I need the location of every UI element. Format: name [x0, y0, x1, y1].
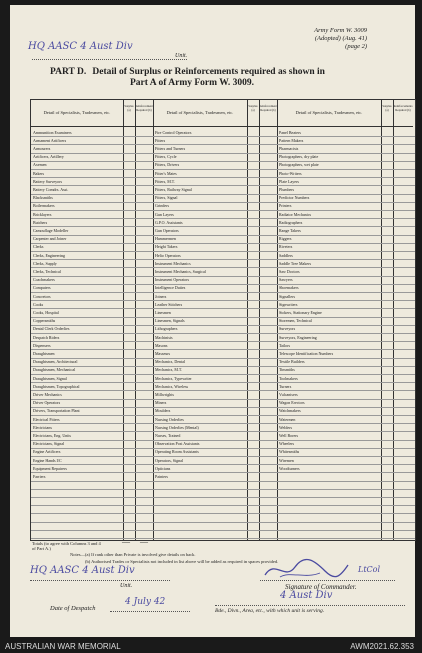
table-row: Signallers — [279, 293, 295, 299]
table-row: Equipment Repairers — [33, 465, 67, 471]
table-row: Fitters — [155, 137, 166, 143]
date-line — [110, 611, 190, 612]
table-row: Signwriters — [279, 301, 298, 307]
row-rule — [31, 423, 415, 424]
table-row: Riggers — [279, 236, 292, 242]
table-row: Gun Operators — [155, 227, 179, 233]
caption-left: AUSTRALIAN WAR MEMORIAL — [5, 642, 121, 651]
row-rule — [31, 276, 415, 277]
surplus-header: Surplus (a) — [123, 100, 135, 127]
table-row: Fitters, Drivers — [155, 162, 180, 168]
caption-right: AWM2021.62.353 — [350, 642, 414, 651]
table-row: Telescope Identification Numbers — [279, 350, 334, 356]
totals-label: Totals (to agree with Columns 3 and 4 of Part A.) — [32, 541, 101, 551]
table-row: Draughtsmen, Mechanical — [33, 367, 76, 373]
table-row: Wiremen — [279, 457, 294, 463]
row-rule — [31, 472, 415, 473]
table-row: Cooks, Hospital — [33, 309, 59, 315]
row-rule — [31, 177, 415, 178]
row-rule — [31, 144, 415, 145]
row-rule — [31, 464, 415, 465]
note-b: (b) Authorised Trades or Specialists not included in list above will be added as required in spaces provided. — [85, 559, 279, 564]
table-row: Instrument Operators — [155, 277, 190, 283]
table-row: Clerks, Supply — [33, 260, 57, 266]
row-rule — [31, 235, 415, 236]
table-row: Hammermen — [155, 236, 176, 242]
row-rule — [31, 481, 415, 482]
bde-label: Bde., Divn., Area, etc., with which unit is serving. — [215, 608, 325, 614]
row-rule — [31, 522, 415, 523]
title-line-1: Detail of Surplus or Reinforcements required as shown in — [92, 67, 325, 77]
table-row: Axemen — [33, 162, 47, 168]
table-row: Camouflage Modeller — [33, 227, 69, 233]
table-row: Instrument Mechanics — [155, 260, 191, 266]
table-row: Saddlers — [279, 252, 293, 258]
table-row: Armourers — [33, 145, 51, 151]
row-rule — [31, 259, 415, 260]
row-rule — [31, 243, 415, 244]
table-row: Textile Builders — [279, 359, 305, 365]
table-row: Tailors — [279, 342, 291, 348]
date-handwritten: 4 July 42 — [125, 597, 166, 607]
table-row: Machinists — [155, 334, 173, 340]
table-row: Draughtsmen — [33, 350, 55, 356]
table-row: Height Takers — [155, 244, 178, 250]
signature-label: Signature of Commander. — [285, 583, 357, 591]
table-row: Mechanics, Wireless — [155, 383, 189, 389]
table-row: Bricklayers — [33, 211, 52, 217]
title-line-2: Part A of Army Form W. 3009. — [130, 78, 255, 88]
row-rule — [31, 341, 415, 342]
table-row: Fitters, Cycle — [155, 154, 177, 160]
table-row: Leather Stitchers — [155, 301, 183, 307]
page-title — [50, 67, 390, 89]
table-row: Linesmen — [155, 309, 171, 315]
table-row: Bakers — [33, 170, 45, 176]
table-row: Helio Operators — [155, 252, 181, 258]
table-row: Watchmakers — [279, 408, 301, 414]
table-row: Painters — [155, 473, 168, 479]
table-row: Printers — [279, 203, 292, 209]
row-rule — [31, 153, 415, 154]
table-row: Driver Operators — [33, 400, 61, 406]
table-row: Turners — [279, 383, 292, 389]
table-row: Fitters, Signal — [155, 195, 178, 201]
table-row: Clerks, Engineering — [33, 252, 65, 258]
row-rule — [31, 202, 415, 203]
table-row: Nursing Orderlies (Mental) — [155, 424, 199, 430]
row-rule — [31, 226, 415, 227]
table-row: Electricians, Eng. Units — [33, 432, 71, 438]
table-row: Farriers — [33, 473, 46, 479]
table-row: Artificers, Artillery — [33, 154, 64, 160]
table-row: Boilermakers — [33, 203, 55, 209]
table-row: Watermen — [279, 416, 296, 422]
row-rule — [31, 431, 415, 432]
table-row: Well Borers — [279, 432, 299, 438]
table-row: Clerks, Technical — [33, 268, 61, 274]
table-row: Despatch Riders — [33, 334, 60, 340]
form-reference — [314, 27, 367, 51]
signature-line — [260, 580, 395, 581]
table-row: Drivers, Transportation Plant — [33, 408, 80, 414]
form-ref-line: (page 2) — [345, 43, 367, 50]
table-row: Saw Doctors — [279, 268, 300, 274]
form-sheet — [10, 5, 415, 637]
row-rule — [31, 513, 415, 514]
table-row: Wagon Erectors — [279, 400, 305, 406]
table-row: Whitesmiths — [279, 449, 300, 455]
table-row: Surveyors, Engineering — [279, 334, 317, 340]
table-row: Nursing Orderlies — [155, 416, 184, 422]
table-row: Range Takers — [279, 227, 301, 233]
row-rule — [31, 136, 415, 137]
row-rule — [31, 489, 415, 490]
table-row: Carpenter and Joiner — [33, 236, 67, 242]
table-row: Surveyors — [279, 326, 296, 332]
table-row: Engine Artificers — [33, 449, 61, 455]
row-rule — [31, 538, 415, 539]
table-row: Photographers, wet plate — [279, 162, 319, 168]
col-header: Detail of Specialists, Tradesmen, etc. — [153, 100, 247, 127]
note-a: Notes—(a) If rank other than Private is involved give details on back. — [70, 552, 196, 557]
row-rule — [31, 358, 415, 359]
row-rule — [31, 448, 415, 449]
part-label: PART D. — [50, 67, 87, 77]
table-row: Stokers, Stationary Engine — [279, 309, 322, 315]
specialists-table — [30, 99, 416, 541]
table-row: Clerks — [33, 244, 44, 250]
table-row: Electricians — [33, 424, 52, 430]
row-rule — [31, 456, 415, 457]
date-label: Date of Despatch — [50, 605, 96, 612]
bde-line — [215, 605, 405, 606]
table-row: Pharmacists — [279, 145, 299, 151]
table-row: Grinders — [155, 203, 169, 209]
totals-surplus: — — [122, 537, 130, 546]
row-rule — [31, 530, 415, 531]
table-row: Tinsmiths — [279, 367, 295, 373]
table-row: Electricians, Signal — [33, 441, 65, 447]
table-row: Predictor Numbers — [279, 195, 310, 201]
reinf-header: Reinforcements Required (b) — [135, 100, 153, 127]
table-row: Lithographers — [155, 326, 178, 332]
table-row: Radiator Mechanics — [279, 211, 312, 217]
row-rule — [31, 382, 415, 383]
col-header: Detail of Specialists, Tradesmen, etc. — [277, 100, 381, 127]
table-row: Mechanics, M.T. — [155, 367, 183, 373]
table-row: Moulders — [155, 408, 171, 414]
table-row: Gun Layers — [155, 211, 174, 217]
table-row: Ammunition Examiners — [33, 129, 72, 135]
table-row: Riveters — [279, 244, 293, 250]
row-rule — [31, 185, 415, 186]
form-ref-line: Army Form W. 3009 — [314, 27, 367, 34]
table-row: Millwrights — [155, 391, 174, 397]
unit-line — [32, 45, 187, 60]
table-row: Wheelers — [279, 441, 295, 447]
table-row: Instrument Mechanics, Surgical — [155, 268, 206, 274]
table-row: Photo-Writers — [279, 170, 302, 176]
table-row: Blacksmiths — [33, 195, 53, 201]
table-row: Fire Control Operators — [155, 129, 192, 135]
form-ref-line: (Adopted) (Aug. 41) — [314, 35, 367, 42]
table-row: Masseurs — [155, 350, 171, 356]
surplus-header: Surplus (a) — [247, 100, 259, 127]
row-rule — [31, 169, 415, 170]
table-row: Fitters and Turners — [155, 145, 186, 151]
table-row: Pattern Makers — [279, 137, 304, 143]
row-rule — [31, 415, 415, 416]
table-row: Coppersmiths — [33, 318, 56, 324]
row-rule — [31, 194, 415, 195]
row-rule — [31, 317, 415, 318]
table-row: Linesmen, Signals — [155, 318, 185, 324]
table-row: Draughtsmen, Architectural — [33, 359, 78, 365]
row-rule — [31, 325, 415, 326]
table-row: Draughtsmen, Signal — [33, 375, 67, 381]
table-row: Plate Layers — [279, 178, 299, 184]
table-row: Fitters, Railway Signal — [155, 186, 192, 192]
row-rule — [31, 440, 415, 441]
table-row: Battery Surveyors — [33, 178, 62, 184]
table-row: Computers — [33, 285, 51, 291]
row-rule — [31, 308, 415, 309]
row-rule — [31, 407, 415, 408]
table-row: Cooks — [33, 301, 44, 307]
signature-rank: LtCol — [358, 565, 381, 574]
row-rule — [31, 161, 415, 162]
row-rule — [31, 251, 415, 252]
row-rule — [31, 267, 415, 268]
table-row: Shoemakers — [279, 285, 299, 291]
table-row: Opticians — [155, 465, 171, 471]
table-row: Panel Beaters — [279, 129, 301, 135]
table-row: Coachmakers — [33, 277, 55, 283]
reinf-header: Reinforcements Required (b) — [393, 100, 413, 127]
row-rule — [31, 366, 415, 367]
table-row: Mechanics, Dental — [155, 359, 185, 365]
table-row: Storemen, Technical — [279, 318, 312, 324]
table-row: Mechanics, Typewriter — [155, 375, 192, 381]
table-row: Fitter's Mates — [155, 170, 177, 176]
table-row: Observation Post Assistants — [155, 441, 200, 447]
row-rule — [31, 292, 415, 293]
table-row: Engine Hands I/C — [33, 457, 62, 463]
row-rule — [31, 333, 415, 334]
footer-unit-label: Unit. — [120, 583, 133, 589]
table-row: Miners — [155, 400, 167, 406]
row-rule — [31, 349, 415, 350]
col-header: Detail of Specialists, Tradesmen, etc. — [31, 100, 123, 127]
table-row: Draughtsmen, Topographical — [33, 383, 80, 389]
unit-handwritten: HQ AASC 4 Aust Div — [28, 41, 133, 52]
table-row: Operators, Signal — [155, 457, 183, 463]
table-row: Operating Room Assistants — [155, 449, 199, 455]
table-row: Toolmakers — [279, 375, 298, 381]
bde-handwritten: 4 Aust Div — [280, 590, 333, 601]
table-row: Driver Mechanics — [33, 391, 62, 397]
table-row: Fitters, M.T. — [155, 178, 175, 184]
table-row: Masons — [155, 342, 168, 348]
table-row: Nurses, Trained — [155, 432, 181, 438]
table-row: Joiners — [155, 293, 167, 299]
row-rule — [31, 390, 415, 391]
footer-unit-handwritten: HQ AASC 4 Aust Div — [30, 565, 135, 576]
row-rule — [31, 210, 415, 211]
table-row: Dispensers — [33, 342, 51, 348]
row-rule — [31, 505, 415, 506]
table-row: Concretors — [33, 293, 51, 299]
table-row: Dental Clerk Orderlies — [33, 326, 70, 332]
table-row: Radiographers — [279, 219, 303, 225]
row-rule — [31, 374, 415, 375]
footer-unit-line — [30, 580, 170, 581]
row-rule — [31, 284, 415, 285]
row-rule — [31, 218, 415, 219]
table-row: Sawyers — [279, 277, 293, 283]
surplus-header: Surplus (a) — [381, 100, 393, 127]
table-row: Intelligence Duties — [155, 285, 186, 291]
row-rule — [31, 300, 415, 301]
table-row: Saddle Tree Makers — [279, 260, 311, 266]
table-row: G.P.O. Assistants — [155, 219, 183, 225]
row-rule — [31, 497, 415, 498]
table-row: Vulcanisers — [279, 391, 298, 397]
table-row: Armament Artificers — [33, 137, 67, 143]
unit-label: Unit. — [175, 53, 188, 59]
table-row: Plumbers — [279, 186, 295, 192]
table-row: Welders — [279, 424, 293, 430]
table-row: Battery Comdrs. Asst. — [33, 186, 69, 192]
row-rule — [31, 399, 415, 400]
table-row: Electrical Fitters — [33, 416, 60, 422]
totals-reinf: — — [140, 537, 148, 546]
table-row: Photographers, dry plate — [279, 154, 319, 160]
table-row: Woodturners — [279, 465, 300, 471]
reinf-header: Reinforcements Required (b) — [259, 100, 277, 127]
table-row: Butchers — [33, 219, 48, 225]
